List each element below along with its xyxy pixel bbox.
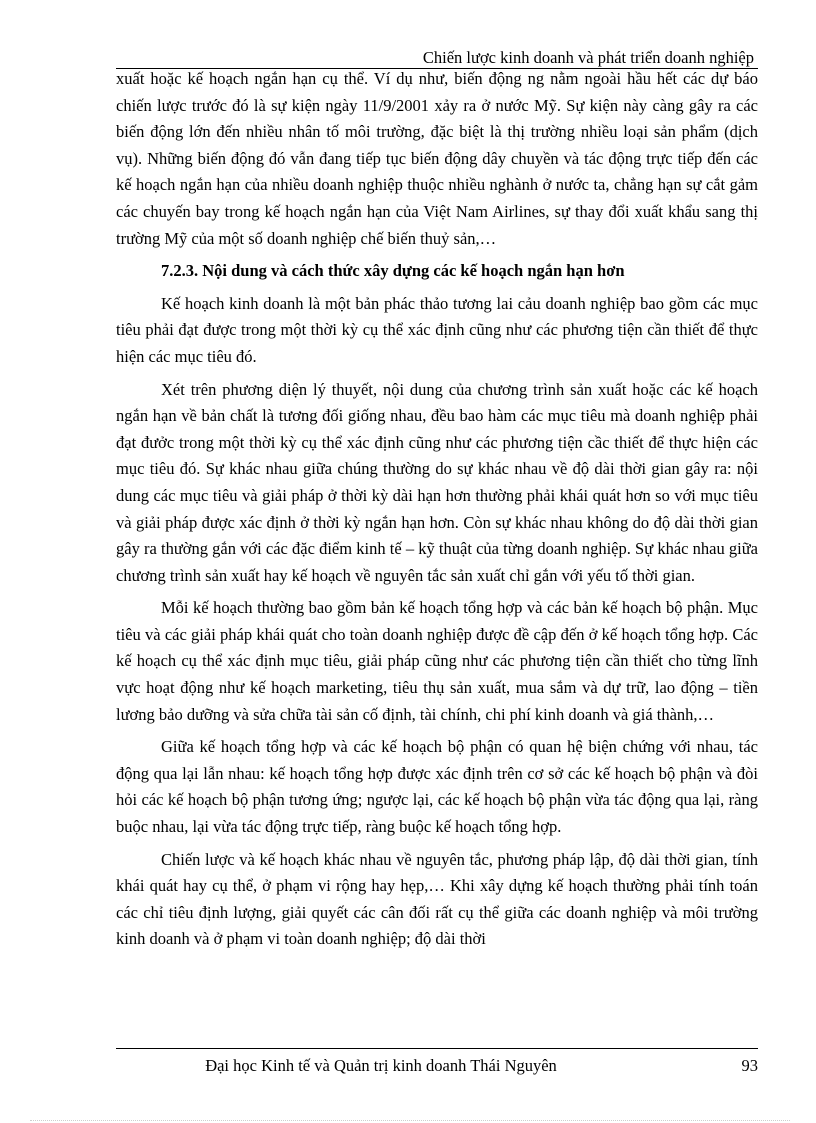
paragraph-1: Kế hoạch kinh doanh là một bản phác thảo tương lai cảu doanh nghiệp bao gồm các mục tiêu phải đạt được trong một thời kỳ cụ thể xác định cũng như các phương tiện cần thiết để thực hiện các mục tiêu đó. — [116, 293, 758, 366]
page-number: 93 — [741, 1056, 758, 1075]
paragraph-continued: xuất hoặc kế hoạch ngắn hạn cụ thể. Ví dụ như, biến động ng nằm ngoài hầu hết các dự báo chiến lược trước đó là sự kiện ngày 11/9/2001 xảy ra ở nước Mỹ. Sự kiện này càng gây ra các biến động lớn đến nhiều nhân tố môi trường, đặc biệt là thị trường nhiều loại sản phẩm (dịch vụ). Những biến động đó vẫn đang tiếp tục biến động dây chuyền và tác động trực tiếp đến các kế hoạch ngắn hạn của nhiều doanh nghiệp thuộc nhiều nghành ở nước ta, chẳng hạn sự cắt gảm các chuyến bay trong kế hoạch ngắn hạn của Việt Nam Airlines, sự thay đổi xuất khẩu sang thị trường Mỹ của một số doanh nghiệp chế biến thuỷ sản,… — [116, 69, 758, 248]
footer-rule — [116, 1048, 758, 1049]
running-header: Chiến lược kinh doanh và phát triển doanh nghiệp — [422, 48, 754, 67]
section-heading — [116, 258, 758, 285]
page-body — [116, 66, 758, 959]
paragraph-4: Giữa kế hoạch tổng hợp và các kế hoạch bộ phận có quan hệ biện chứng với nhau, tác động qua lại lẫn nhau: kế hoạch tổng hợp được xác định trên cơ sở các kế hoạch bộ phận và đòi hỏi các kế hoạch bộ phận tương ứng; ngược lại, các kế hoạch bộ phận vừa tác động qua lại, ràng buộc nhau, lại vừa tác động trực tiếp, ràng buộc kế hoạch tổng hợp. — [116, 737, 758, 837]
paragraph-2: Xét trên phương diện lý thuyết, nội dung của chương trình sản xuất hoặc các kế hoạch ngắn hạn về bản chất là tương đối giống nhau, đều bao hàm các mục tiêu mà doanh nghiệp phải đạt đưởc trong một thời kỳ cụ thể xác định cũng như các phương tiện cầc thiết để thực hiện các mục tiêu đó. Sự khác nhau giữa chúng thường do sự khác nhau về độ dài thời gian gây ra: nội dung các mục tiêu và giải pháp ở thời kỳ dài hạn hơn thường phải khái quát hơn so với mục tiêu và giải pháp được xác định ở thời kỳ ngắn hạn hơn. Còn sự khác nhau không do độ dài thời gian gây ra thường gắn với các đặc điểm kinh tế – kỹ thuật của từng doanh nghiệp. Sự khác nhau giữa chương trình sản xuất hay kế hoạch về nguyên tắc sản xuất chỉ gắn với yếu tố thời gian. — [116, 379, 758, 585]
page-edge-divider — [30, 1120, 790, 1121]
paragraph-3: Mỗi kế hoạch thường bao gồm bản kế hoạch tổng hợp và các bản kế hoạch bộ phận. Mục tiêu và các giải pháp khái quát cho toàn doanh nghiệp được đề cập đến ở kế hoạch tổng hợp. Các kế hoạch cụ thể xác định mục tiêu, giải pháp cũng như các phương tiện cần thiết cho từng lĩnh vực hoạt động như kế hoạch marketing, tiêu thụ sản xuất, mua sắm và dự trữ, lao động – tiền lương bảo dưỡng và sửa chữa tài sản cố định, tài chính, chi phí kinh doanh và giá thành,… — [116, 598, 758, 724]
section-number: 7.2. — [161, 261, 186, 281]
paragraph-5: Chiến lược và kế hoạch khác nhau về nguyên tắc, phương pháp lập, độ dài thời gian, tính khái quát hay cụ thể, ở phạm vi rộng hay hẹp,… Khi xây dựng kế hoạch thường phải tính toán các chỉ tiêu định lượng, giải quyết các cân đối rất cụ thể giữa các doanh nghiệp và môi trường kinh doanh và ở phạm vi toàn doanh nghiệp; độ dài thời — [116, 849, 758, 949]
running-footer: Đại học Kinh tế và Quản trị kinh doanh Thái Nguyên — [205, 1056, 557, 1075]
section-title: 3. Nội dung và cách thức xây dựng các kế hoạch ngắn hạn hơn — [185, 261, 625, 281]
